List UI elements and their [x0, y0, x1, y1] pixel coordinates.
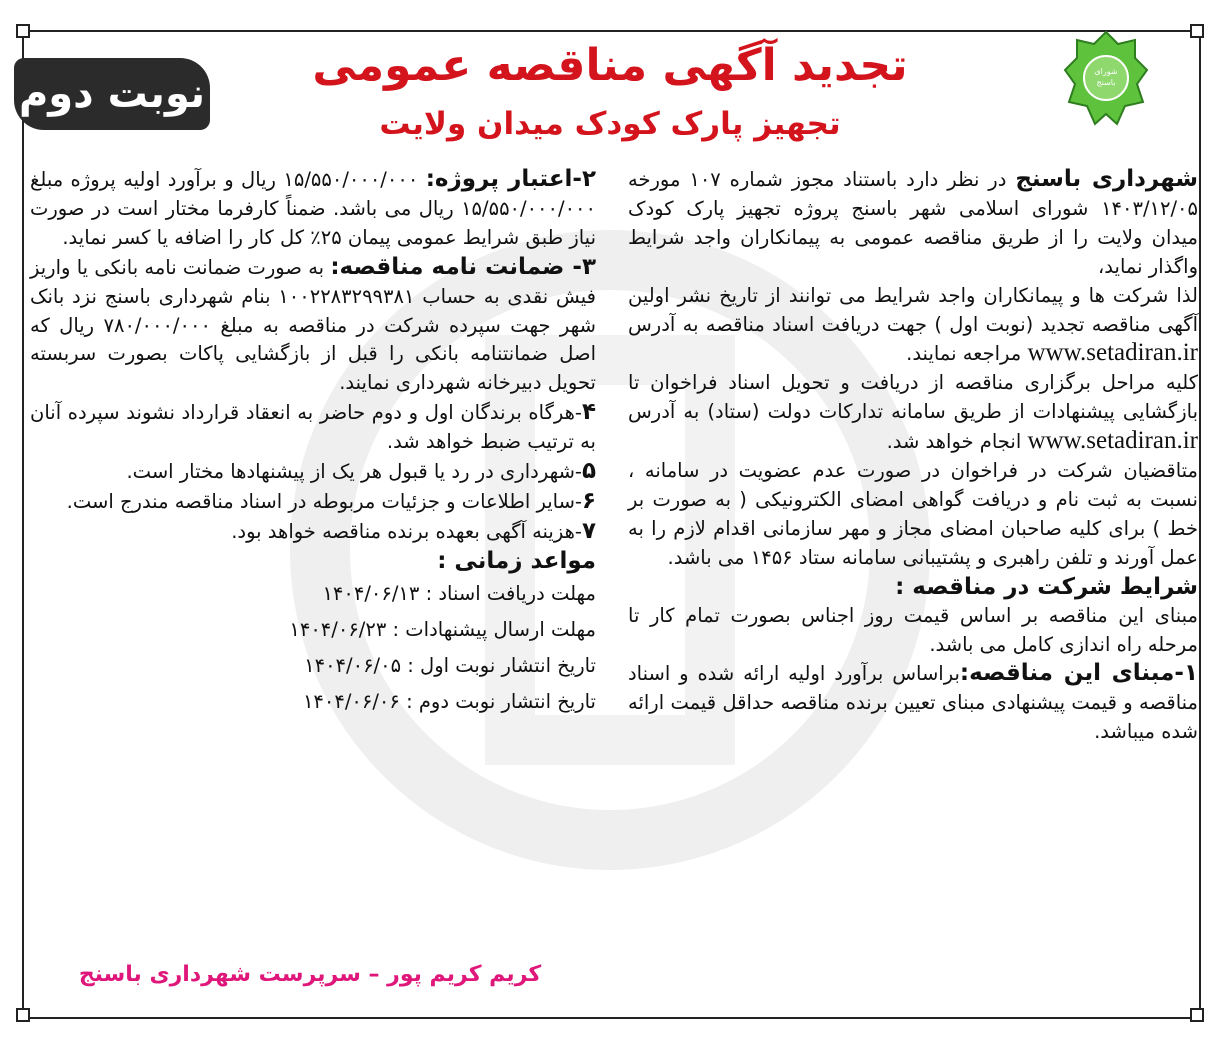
item-5-label: ۵ [581, 458, 596, 485]
left-column [30, 165, 596, 720]
item-4-label: ۴ [581, 399, 596, 426]
conditions-heading: شرایط شرکت در مناقصه : [895, 573, 1198, 600]
frame-corner [16, 1008, 30, 1022]
item-4 [30, 398, 596, 457]
deadlines-heading: مواعد زمانی : [437, 547, 596, 574]
item-3-text: به صورت ضمانت نامه بانکی یا واریز فیش نقدی به حساب ۱۰۰۲۲۸۳۲۹۹۳۸۱ بنام شهرداری باسنج نزد بانک شهر جهت سپرده شرکت در مناقصه به مبلغ ۷۸۰/۰۰۰/۰۰۰ ریال که اصل ضمانتنامه بانکی را قبل از بازگشایی پاکات بصورت سربسته تحویل دبیرخانه شهرداری نمایند. [30, 255, 596, 395]
item-1 [628, 659, 1198, 747]
registration-paragraph: متاقضیان شرکت در فراخوان در صورت عدم عضویت در سامانه ، نسبت به ثبت نام و دریافت گواهی امضای الکترونیکی ( به صورت بر خط ) برای کلیه صاحبان امضای مجاز و مهر سازمانی اقدام لازم را به عمل آورند و تلفن راهبری و پشتیبانی سامانه ستاد ۱۴۵۶ می باشد. [628, 459, 1198, 569]
second-publication-date: تاریخ انتشار نوبت دوم : ۱۴۰۴/۰۶/۰۶ [302, 689, 596, 713]
page-subtitle: تجهیز پارک کودک میدان ولایت [379, 106, 841, 142]
conditions-text: مبنای این مناقصه بر اساس قیمت روز اجناس بصورت تمام کار تا مرحله راه اندازی کامل می باشد. [628, 603, 1198, 656]
right-column [628, 165, 1198, 747]
first-publication-date: تاریخ انتشار نوبت اول : ۱۴۰۴/۰۶/۰۵ [304, 653, 596, 677]
item-2 [30, 165, 596, 253]
item-6 [30, 487, 596, 517]
item-1-label: ۱-مبنای این مناقصه: [959, 660, 1198, 687]
item-1-text: براساس برآورد اولیه ارائه شده و اسناد مناقصه و قیمت پیشنهادی مبنای تعیین برنده مناقصه حداقل قیمت ارائه شده میباشد. [628, 662, 1198, 744]
item-7 [30, 517, 596, 547]
item-3-label: ۳- ضمانت نامه مناقصه: [330, 253, 596, 280]
item-6-label: ۶ [581, 487, 596, 514]
process-text: کلیه مراحل برگزاری مناقصه از دریافت و تحویل اسناد فراخوان تا بازگشایی پیشنهادات از طریق سامانه تدارکات دولت (ستاد) به آدرس [628, 371, 1198, 424]
documents-paragraph [628, 282, 1198, 370]
item-4-text: -هرگاه برندگان اول و دوم حاضر به انعقاد قرارداد نشوند سپرده آنان به ترتیب ضبط خواهد شد. [30, 401, 596, 454]
item-3 [30, 253, 596, 399]
item-2-text: ۱۵/۵۵۰/۰۰۰/۰۰۰ ریال و برآورد اولیه پروژه مبلغ ۱۵/۵۵۰/۰۰۰/۰۰۰ ریال می باشد. ضمناً کارفرما مختار است در صورت نیاز طبق شرایط عمومی پیمان ۲۵٪ کل کار را اضافه یا کسر نماید. [30, 168, 596, 249]
documents-text-end: مراجعه نمایند. [906, 342, 1022, 366]
frame-corner [1190, 1008, 1204, 1022]
item-7-text: -هزینه آگهی بعهده برنده مناقصه خواهد بود. [231, 519, 582, 543]
process-paragraph [628, 369, 1198, 457]
item-2-label: ۲-اعتبار پروژه: [425, 166, 597, 192]
setadiran-link[interactable]: www.setadiran.ir [1027, 339, 1198, 367]
documents-text: لذا شرکت ها و پیمانکاران واجد شرایط می توانند از تاریخ نشر اولین آگهی مناقصه تجدید (نوبت اول ) جهت دریافت اسناد مناقصه به آدرس [628, 283, 1198, 336]
item-5-text: -شهرداری در رد یا قبول هر یک از پیشنهادها مختار است. [126, 460, 582, 484]
frame-corner [1190, 24, 1204, 38]
item-5 [30, 457, 596, 487]
municipality-name: شهرداری باسنج [1015, 166, 1199, 192]
svg-text:شورای: شورای [1094, 67, 1118, 76]
intro-text: در نظر دارد باستناد مجوز شماره ۱۰۷ مورخه ۱۴۰۳/۱۲/۰۵ شورای اسلامی شهر باسنج پروژه تجهیز پارک کودک میدان ولایت را از طریق مناقصه عمومی به پیمانکاران واجد شرایط واگذار نماید، [628, 168, 1198, 278]
second-round-badge: نوبت دوم [14, 58, 210, 130]
process-text-end: انجام خواهد شد. [886, 430, 1022, 454]
deadline-documents: مهلت دریافت اسناد : ۱۴۰۴/۰۶/۱۳ [322, 581, 596, 605]
signature: کریم کریم پور – سرپرست شهرداری باسنج [78, 962, 542, 987]
municipality-logo [1063, 30, 1149, 130]
intro-paragraph [628, 165, 1198, 282]
setadiran-link[interactable]: www.setadiran.ir [1027, 427, 1198, 455]
svg-text:باسنج: باسنج [1096, 78, 1116, 87]
page-title: تجدید آگهی مناقصه عمومی [312, 40, 908, 91]
deadline-proposals: مهلت ارسال پیشنهادات : ۱۴۰۴/۰۶/۲۳ [289, 617, 596, 641]
item-7-label: ۷ [581, 517, 596, 544]
item-6-text: -سایر اطلاعات و جزئیات مربوطه در اسناد مناقصه مندرج است. [66, 489, 582, 513]
frame-corner [16, 24, 30, 38]
